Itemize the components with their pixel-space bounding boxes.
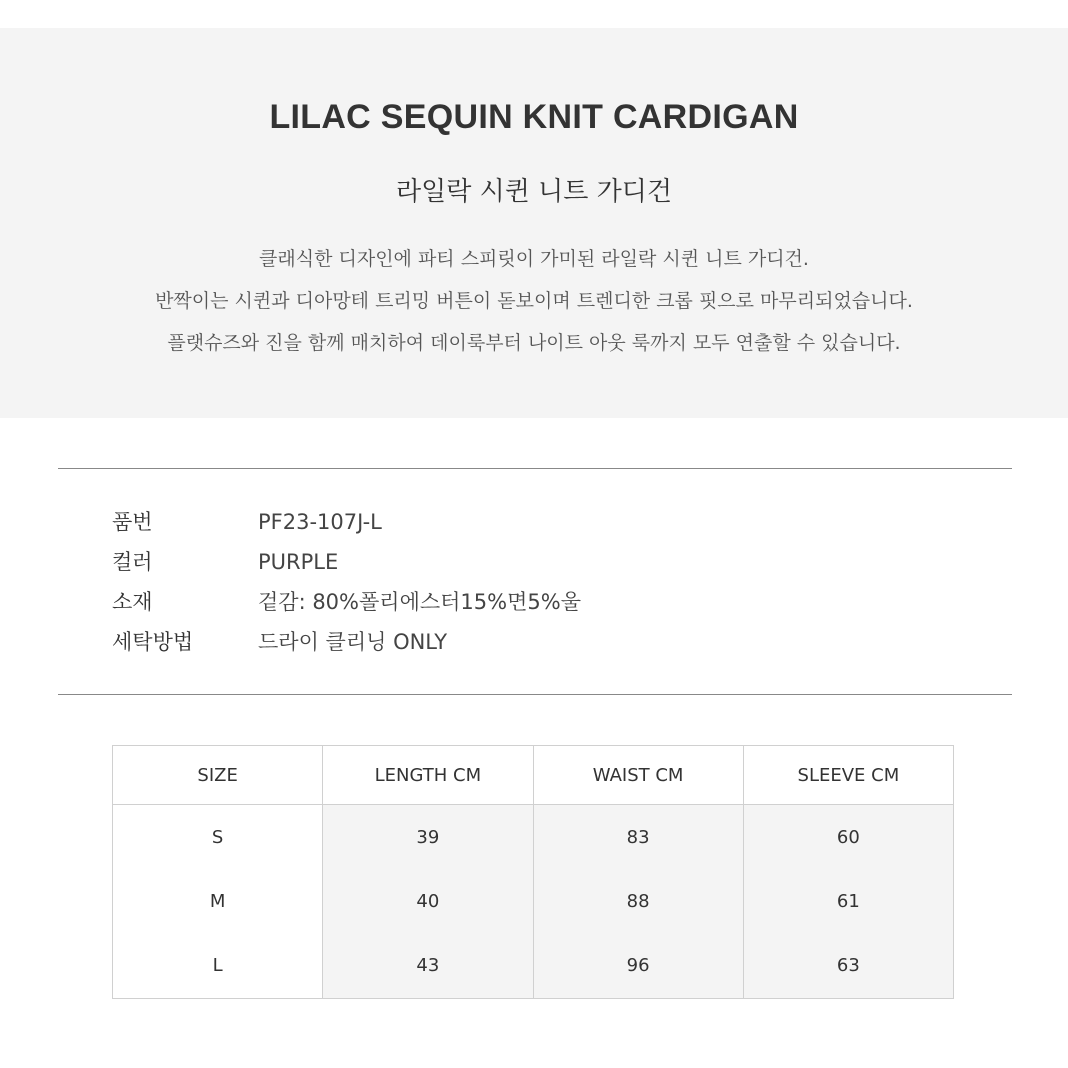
info-row-care [112, 622, 912, 662]
product-info-list [112, 502, 912, 662]
info-label: 소재 [112, 590, 153, 614]
header-length: LENGTH CM [323, 746, 533, 805]
size-cell: M [113, 869, 323, 933]
size-cell: S [113, 805, 323, 870]
length-cell: 43 [323, 934, 533, 999]
sleeve-cell: 63 [743, 934, 953, 999]
info-value: PF23-107J-L [258, 510, 382, 534]
info-label: 컬러 [112, 550, 153, 574]
sleeve-cell: 60 [743, 805, 953, 870]
waist-cell: 96 [533, 934, 743, 999]
info-label: 품번 [112, 510, 153, 534]
info-value: 겉감: 80%폴리에스터15%면5%울 [258, 590, 581, 614]
product-description [0, 238, 1068, 364]
table-row [113, 934, 954, 999]
table-row [113, 805, 954, 870]
size-table-header-row [113, 746, 954, 805]
info-value: 드라이 클리닝 ONLY [258, 630, 448, 654]
header-waist: WAIST CM [533, 746, 743, 805]
divider-bottom [58, 694, 1012, 695]
info-row-color [112, 542, 912, 582]
header-sleeve: SLEEVE CM [743, 746, 953, 805]
info-row-material [112, 582, 912, 622]
info-value: PURPLE [258, 550, 339, 574]
divider-top [58, 468, 1012, 469]
length-cell: 39 [323, 805, 533, 870]
description-line-3: 플랫슈즈와 진을 함께 매치하여 데이룩부터 나이트 아웃 룩까지 모두 연출할 수 있습니다. [167, 332, 901, 354]
description-line-2: 반짝이는 시퀸과 디아망테 트리밍 버튼이 돋보이며 트렌디한 크롭 핏으로 마무리되었습니다. [155, 290, 913, 312]
table-row [113, 869, 954, 933]
product-subtitle-korean: 라일락 시퀸 니트 가디건 [396, 177, 672, 207]
length-cell: 40 [323, 869, 533, 933]
sleeve-cell: 61 [743, 869, 953, 933]
info-row-item-number [112, 502, 912, 542]
header-size: SIZE [113, 746, 323, 805]
size-cell: L [113, 934, 323, 999]
info-label: 세탁방법 [112, 630, 194, 654]
size-table [112, 745, 954, 999]
waist-cell: 83 [533, 805, 743, 870]
waist-cell: 88 [533, 869, 743, 933]
product-intro-banner [0, 28, 1068, 418]
product-title: LILAC SEQUIN KNIT CARDIGAN [269, 98, 799, 136]
description-line-1: 클래식한 디자인에 파티 스피릿이 가미된 라일락 시퀸 니트 가디건. [259, 248, 809, 270]
